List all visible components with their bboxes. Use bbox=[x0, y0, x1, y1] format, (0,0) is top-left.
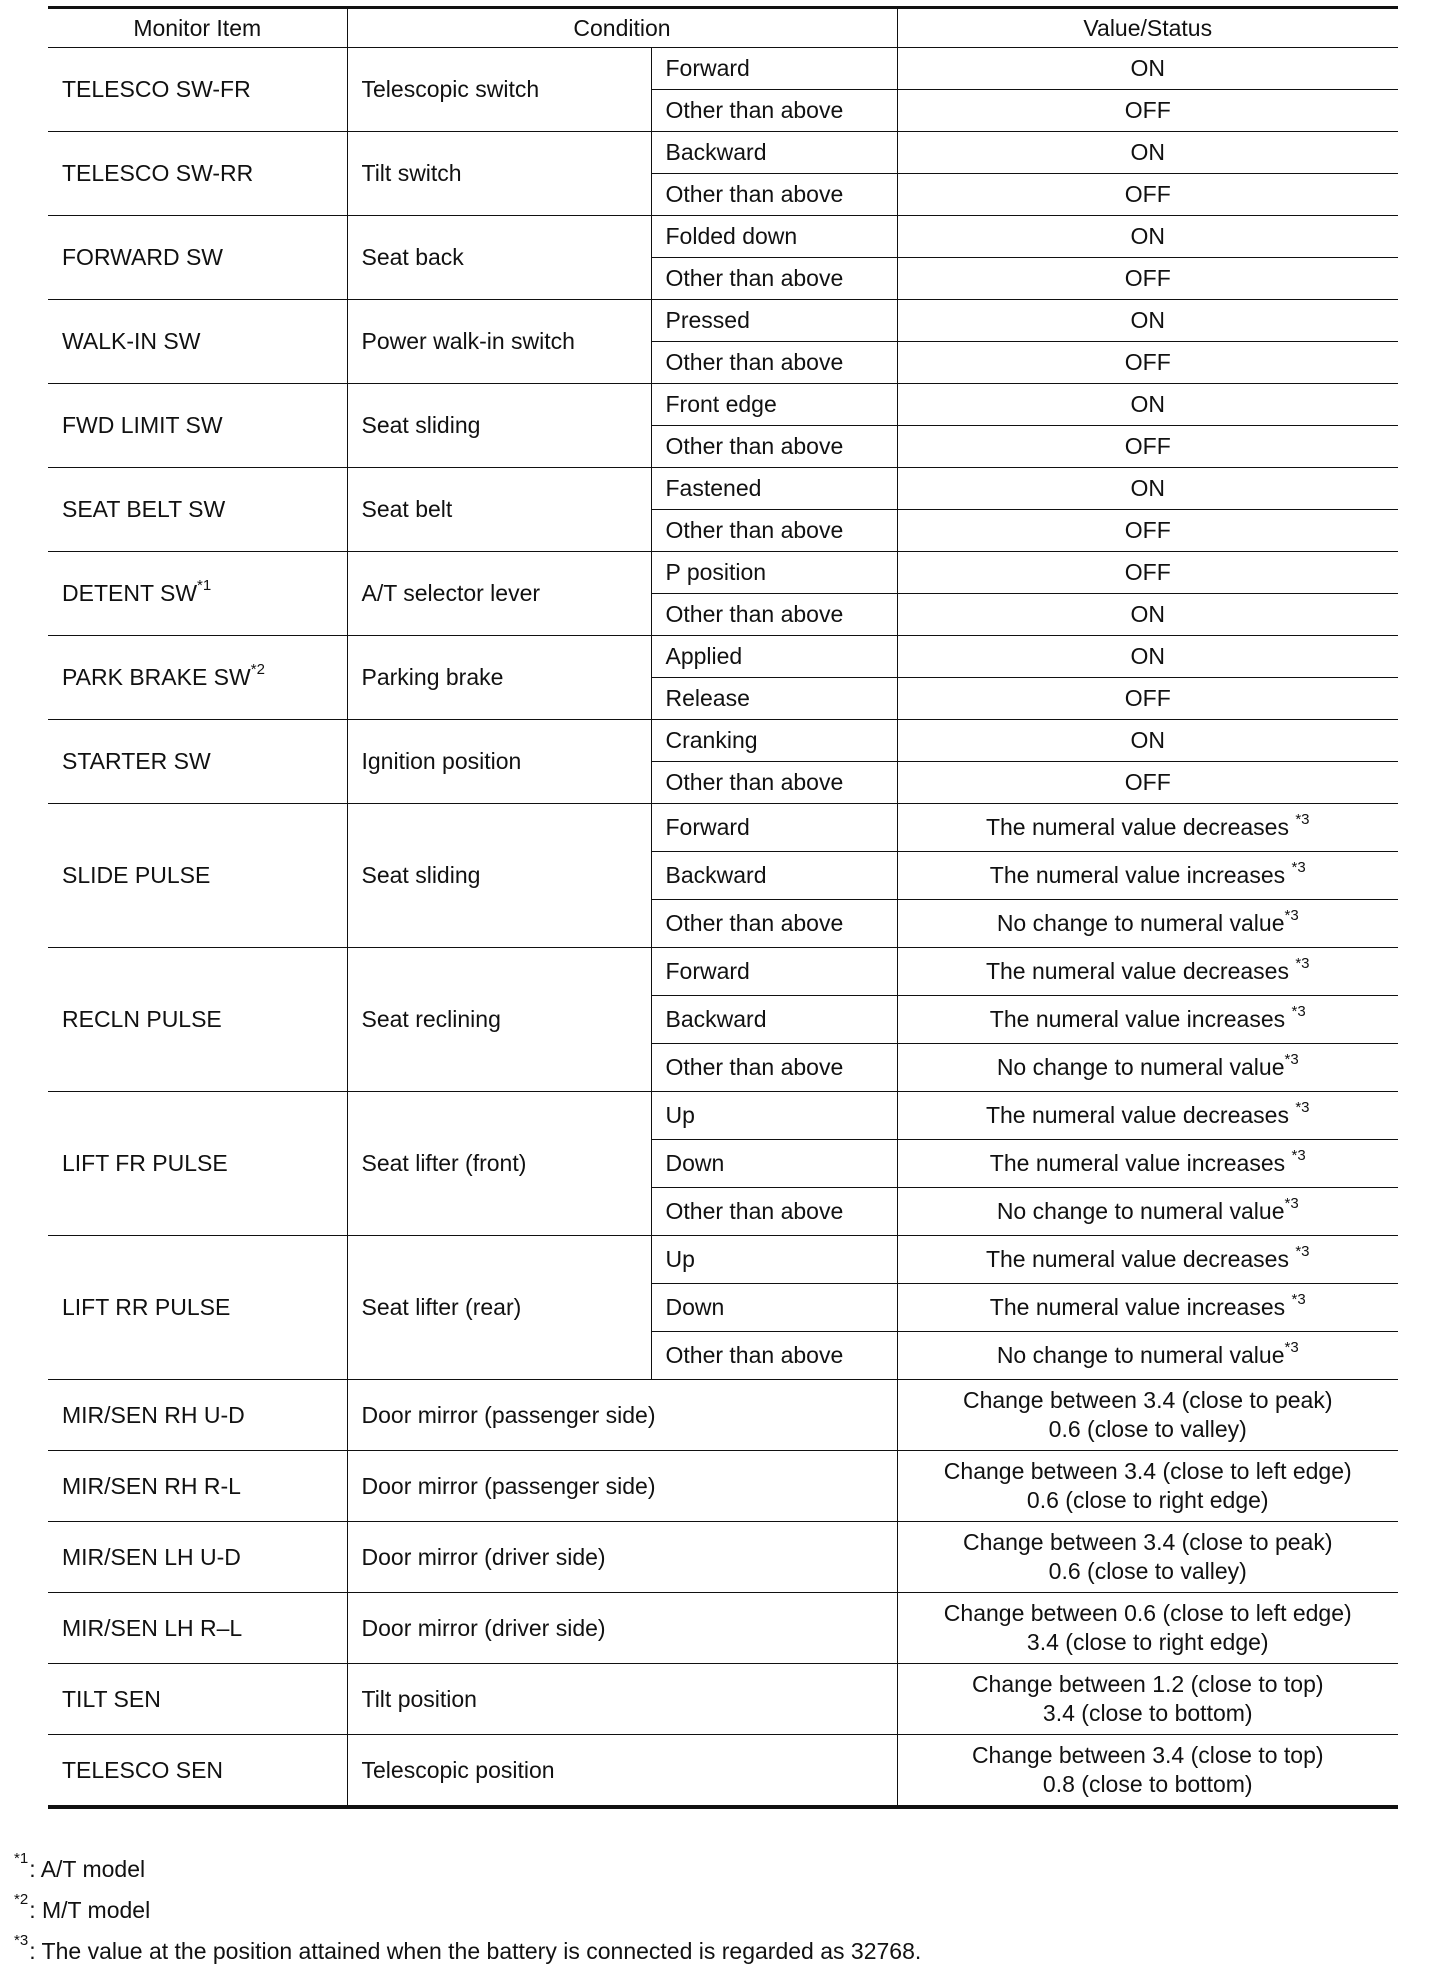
footnote-mark: *3 bbox=[1295, 1099, 1310, 1117]
value-status-cell bbox=[897, 1284, 1398, 1332]
sub-condition-cell: Other than above bbox=[651, 342, 897, 384]
monitor-item-cell: MIR/SEN LH U-D bbox=[48, 1522, 347, 1593]
monitor-item: DETENT SW bbox=[62, 580, 198, 607]
value-text: ON bbox=[1130, 643, 1165, 670]
table-row bbox=[48, 552, 1398, 594]
table-row bbox=[48, 1735, 1398, 1808]
monitor-item: FORWARD SW bbox=[62, 244, 223, 271]
footnote-mark: *3 bbox=[1284, 1339, 1299, 1357]
value-status-cell bbox=[897, 1451, 1398, 1522]
footnote-mark: *2 bbox=[14, 1891, 29, 1908]
value-text: The numeral value decreases bbox=[985, 1246, 1296, 1273]
condition-cell: A/T selector lever bbox=[347, 552, 651, 636]
table-row bbox=[48, 1664, 1398, 1735]
condition-cell: Door mirror (passenger side) bbox=[347, 1451, 897, 1522]
value-text: The numeral value decreases bbox=[985, 1102, 1296, 1129]
value-line: 3.4 (close to bottom) bbox=[1042, 1700, 1253, 1726]
condition-cell: Power walk-in switch bbox=[347, 300, 651, 384]
sub-condition-cell: Fastened bbox=[651, 468, 897, 510]
value-status-cell bbox=[897, 1664, 1398, 1735]
sub-condition-cell: Front edge bbox=[651, 384, 897, 426]
value-line: Change between 0.6 (close to left edge) bbox=[943, 1600, 1352, 1627]
condition-cell: Seat sliding bbox=[347, 384, 651, 468]
sub-condition-cell: Release bbox=[651, 678, 897, 720]
sub-condition-cell: Forward bbox=[651, 948, 897, 996]
value-status-cell bbox=[897, 510, 1398, 552]
value-text: OFF bbox=[1124, 685, 1171, 712]
value-line: 0.8 (close to bottom) bbox=[1042, 1771, 1253, 1797]
value-status-cell bbox=[897, 132, 1398, 174]
footnote-mark: *3 bbox=[1291, 1147, 1306, 1165]
value-status-cell bbox=[897, 804, 1398, 852]
monitor-item-cell bbox=[48, 216, 347, 300]
value-text: ON bbox=[1130, 601, 1165, 628]
condition-cell: Door mirror (passenger side) bbox=[347, 1380, 897, 1451]
sub-condition-cell: Other than above bbox=[651, 762, 897, 804]
footnote-mark: *3 bbox=[1295, 811, 1310, 829]
footnote-text: : The value at the position attained when the battery is connected is regarded as 32768. bbox=[29, 1938, 922, 1964]
value-line: Change between 3.4 (close to peak) bbox=[962, 1529, 1333, 1556]
sub-condition-cell: Up bbox=[651, 1236, 897, 1284]
footnote-mark: *3 bbox=[14, 1932, 29, 1949]
condition-cell: Seat back bbox=[347, 216, 651, 300]
value-status-cell bbox=[897, 384, 1398, 426]
monitor-item: FWD LIMIT SW bbox=[62, 412, 223, 439]
value-status-cell bbox=[897, 216, 1398, 258]
value-text: ON bbox=[1130, 223, 1165, 250]
table-row bbox=[48, 468, 1398, 510]
value-status-cell bbox=[897, 468, 1398, 510]
table-row bbox=[48, 1593, 1398, 1664]
table-row bbox=[48, 300, 1398, 342]
value-status-cell bbox=[897, 1188, 1398, 1236]
monitor-item: RECLN PULSE bbox=[62, 1006, 222, 1033]
value-text: ON bbox=[1130, 475, 1165, 502]
table-row bbox=[48, 216, 1398, 258]
footnote-text: : A/T model bbox=[29, 1856, 146, 1882]
value-text: No change to numeral value bbox=[996, 1054, 1285, 1081]
monitor-item-cell bbox=[48, 804, 347, 948]
monitor-item-cell bbox=[48, 1236, 347, 1380]
sub-condition-cell: Down bbox=[651, 1284, 897, 1332]
monitor-item: WALK-IN SW bbox=[62, 328, 201, 355]
sub-condition-cell: Cranking bbox=[651, 720, 897, 762]
table-header-row bbox=[48, 8, 1398, 48]
sub-condition-cell: Backward bbox=[651, 852, 897, 900]
value-status-cell bbox=[897, 1236, 1398, 1284]
value-status-cell bbox=[897, 1140, 1398, 1188]
footnote bbox=[14, 1891, 921, 1938]
monitor-table bbox=[48, 6, 1398, 1809]
monitor-item: PARK BRAKE SW bbox=[62, 664, 251, 691]
footnote-mark: *3 bbox=[1291, 1003, 1306, 1021]
monitor-item-cell bbox=[48, 720, 347, 804]
sub-condition-cell: Other than above bbox=[651, 426, 897, 468]
value-text: ON bbox=[1130, 391, 1165, 418]
header-value-status: Value/Status bbox=[897, 8, 1398, 48]
value-text: ON bbox=[1130, 139, 1165, 166]
value-text: OFF bbox=[1124, 517, 1171, 544]
value-text: The numeral value increases bbox=[989, 862, 1292, 889]
value-status-cell bbox=[897, 552, 1398, 594]
value-text: OFF bbox=[1124, 559, 1171, 586]
value-line: 0.6 (close to valley) bbox=[1048, 1416, 1247, 1442]
table-body bbox=[48, 48, 1398, 1808]
value-text: No change to numeral value bbox=[996, 1198, 1285, 1225]
value-status-cell bbox=[897, 342, 1398, 384]
value-status-cell bbox=[897, 948, 1398, 996]
table-row bbox=[48, 132, 1398, 174]
table-row bbox=[48, 48, 1398, 90]
value-line: 0.6 (close to right edge) bbox=[1026, 1487, 1269, 1513]
monitor-item: LIFT FR PULSE bbox=[62, 1150, 228, 1177]
value-line: 3.4 (close to right edge) bbox=[1026, 1629, 1269, 1655]
footnote-mark: *3 bbox=[1295, 1243, 1310, 1261]
sub-condition-cell: Down bbox=[651, 1140, 897, 1188]
footnote-mark: *1 bbox=[197, 577, 212, 595]
value-status-cell bbox=[897, 90, 1398, 132]
sub-condition-cell: Other than above bbox=[651, 1044, 897, 1092]
value-line: Change between 1.2 (close to top) bbox=[971, 1671, 1324, 1698]
monitor-item: TELESCO SW-FR bbox=[62, 76, 251, 103]
monitor-item-cell bbox=[48, 48, 347, 132]
value-status-cell bbox=[897, 1593, 1398, 1664]
value-text: The numeral value increases bbox=[989, 1150, 1292, 1177]
table-row bbox=[48, 804, 1398, 852]
condition-cell: Door mirror (driver side) bbox=[347, 1593, 897, 1664]
header-condition: Condition bbox=[347, 8, 897, 48]
value-status-cell bbox=[897, 300, 1398, 342]
value-status-cell bbox=[897, 258, 1398, 300]
footnote-text: : M/T model bbox=[29, 1897, 151, 1923]
value-line: Change between 3.4 (close to left edge) bbox=[943, 1458, 1352, 1485]
value-status-cell bbox=[897, 1092, 1398, 1140]
value-status-cell bbox=[897, 996, 1398, 1044]
footnotes bbox=[14, 1850, 922, 1979]
value-text: ON bbox=[1130, 55, 1165, 82]
value-text: The numeral value decreases bbox=[985, 814, 1296, 841]
sub-condition-cell: Backward bbox=[651, 996, 897, 1044]
table-row bbox=[48, 1380, 1398, 1451]
condition-cell: Tilt switch bbox=[347, 132, 651, 216]
sub-condition-cell: Folded down bbox=[651, 216, 897, 258]
sub-condition-cell: Forward bbox=[651, 48, 897, 90]
value-text: No change to numeral value bbox=[996, 1342, 1285, 1369]
value-line: 0.6 (close to valley) bbox=[1048, 1558, 1247, 1584]
value-text: OFF bbox=[1124, 349, 1171, 376]
value-status-cell bbox=[897, 852, 1398, 900]
value-status-cell bbox=[897, 174, 1398, 216]
value-text: ON bbox=[1130, 727, 1165, 754]
sub-condition-cell: Other than above bbox=[651, 510, 897, 552]
value-status-cell bbox=[897, 1735, 1398, 1808]
monitor-item-cell: TELESCO SEN bbox=[48, 1735, 347, 1808]
condition-cell: Telescopic switch bbox=[347, 48, 651, 132]
monitor-item-cell bbox=[48, 1092, 347, 1236]
value-status-cell bbox=[897, 48, 1398, 90]
table-row bbox=[48, 720, 1398, 762]
table-row bbox=[48, 384, 1398, 426]
monitor-item-cell bbox=[48, 300, 347, 384]
value-status-cell bbox=[897, 900, 1398, 948]
table-row bbox=[48, 1092, 1398, 1140]
value-text: OFF bbox=[1124, 265, 1171, 292]
monitor-item: LIFT RR PULSE bbox=[62, 1294, 231, 1321]
monitor-item: SLIDE PULSE bbox=[62, 862, 211, 889]
value-status-cell bbox=[897, 426, 1398, 468]
sub-condition-cell: Other than above bbox=[651, 1332, 897, 1380]
sub-condition-cell: Pressed bbox=[651, 300, 897, 342]
footnote-mark: *3 bbox=[1295, 955, 1310, 973]
monitor-item-cell bbox=[48, 468, 347, 552]
value-status-cell bbox=[897, 636, 1398, 678]
sub-condition-cell: Other than above bbox=[651, 174, 897, 216]
value-status-cell bbox=[897, 1522, 1398, 1593]
condition-cell: Seat lifter (rear) bbox=[347, 1236, 651, 1380]
value-text: No change to numeral value bbox=[996, 910, 1285, 937]
monitor-item: SEAT BELT SW bbox=[62, 496, 226, 523]
monitor-item-cell: MIR/SEN LH R–L bbox=[48, 1593, 347, 1664]
table-row bbox=[48, 948, 1398, 996]
condition-cell: Parking brake bbox=[347, 636, 651, 720]
condition-cell: Ignition position bbox=[347, 720, 651, 804]
value-text: The numeral value decreases bbox=[985, 958, 1296, 985]
value-line: Change between 3.4 (close to top) bbox=[971, 1742, 1324, 1769]
table-row bbox=[48, 1236, 1398, 1284]
footnote-mark: *3 bbox=[1291, 859, 1306, 877]
value-text: OFF bbox=[1124, 769, 1171, 796]
footnote-mark: *3 bbox=[1284, 1195, 1299, 1213]
condition-cell: Seat sliding bbox=[347, 804, 651, 948]
condition-cell: Seat belt bbox=[347, 468, 651, 552]
value-text: The numeral value increases bbox=[989, 1294, 1292, 1321]
sub-condition-cell: Other than above bbox=[651, 594, 897, 636]
sub-condition-cell: Backward bbox=[651, 132, 897, 174]
value-status-cell bbox=[897, 678, 1398, 720]
footnote-mark: *3 bbox=[1284, 1051, 1299, 1069]
value-status-cell bbox=[897, 1332, 1398, 1380]
footnote-mark: *1 bbox=[14, 1850, 29, 1867]
table-row bbox=[48, 636, 1398, 678]
monitor-item: TELESCO SW-RR bbox=[62, 160, 254, 187]
footnote bbox=[14, 1850, 921, 1897]
condition-cell: Seat reclining bbox=[347, 948, 651, 1092]
footnote-mark: *3 bbox=[1284, 907, 1299, 925]
value-status-cell bbox=[897, 720, 1398, 762]
sub-condition-cell: Other than above bbox=[651, 258, 897, 300]
value-text: OFF bbox=[1124, 433, 1171, 460]
monitor-item-cell bbox=[48, 636, 347, 720]
value-status-cell bbox=[897, 762, 1398, 804]
monitor-item-cell: MIR/SEN RH U-D bbox=[48, 1380, 347, 1451]
value-status-cell bbox=[897, 1044, 1398, 1092]
footnote bbox=[14, 1932, 922, 1979]
sub-condition-cell: Up bbox=[651, 1092, 897, 1140]
value-text: ON bbox=[1130, 307, 1165, 334]
condition-cell: Door mirror (driver side) bbox=[347, 1522, 897, 1593]
footnote-mark: *3 bbox=[1291, 1291, 1306, 1309]
monitor-item-cell bbox=[48, 384, 347, 468]
condition-cell: Tilt position bbox=[347, 1664, 897, 1735]
footnote-mark: *2 bbox=[250, 661, 265, 679]
sub-condition-cell: Applied bbox=[651, 636, 897, 678]
sub-condition-cell: Other than above bbox=[651, 90, 897, 132]
monitor-item-cell bbox=[48, 552, 347, 636]
value-text: OFF bbox=[1124, 97, 1171, 124]
sub-condition-cell: Forward bbox=[651, 804, 897, 852]
sub-condition-cell: Other than above bbox=[651, 1188, 897, 1236]
sub-condition-cell: P position bbox=[651, 552, 897, 594]
monitor-item-cell: TILT SEN bbox=[48, 1664, 347, 1735]
header-monitor-item: Monitor Item bbox=[48, 8, 347, 48]
sub-condition-cell: Other than above bbox=[651, 900, 897, 948]
monitor-item: STARTER SW bbox=[62, 748, 211, 775]
value-text: OFF bbox=[1124, 181, 1171, 208]
value-line: Change between 3.4 (close to peak) bbox=[962, 1387, 1333, 1414]
value-text: The numeral value increases bbox=[989, 1006, 1292, 1033]
monitor-item-cell bbox=[48, 132, 347, 216]
condition-cell: Telescopic position bbox=[347, 1735, 897, 1808]
monitor-item-cell: MIR/SEN RH R-L bbox=[48, 1451, 347, 1522]
condition-cell: Seat lifter (front) bbox=[347, 1092, 651, 1236]
value-status-cell bbox=[897, 594, 1398, 636]
table-row bbox=[48, 1522, 1398, 1593]
value-status-cell bbox=[897, 1380, 1398, 1451]
table-row bbox=[48, 1451, 1398, 1522]
monitor-item-cell bbox=[48, 948, 347, 1092]
